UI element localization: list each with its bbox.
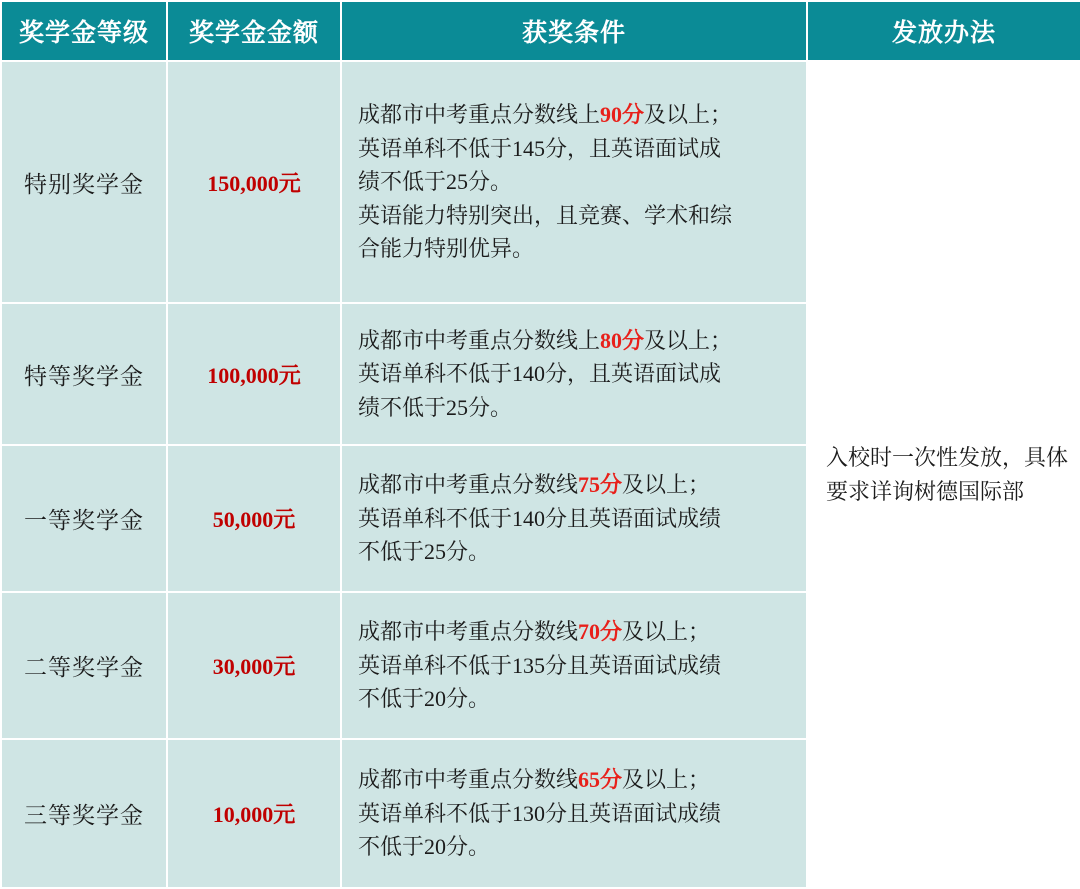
condition-line: 成都市中考重点分数线65分及以上； [358,767,711,793]
condition-line: 不低于25分。 [358,539,491,565]
cell-amount: 50,000元 [167,445,341,592]
condition-line: 英语单科不低于140分，且英语面试成 [358,361,722,387]
score-highlight: 70分 [578,619,623,645]
condition-line: 绩不低于25分。 [358,169,513,195]
condition-line: 绩不低于25分。 [358,394,513,420]
cell-level: 二等奖学金 [1,592,167,739]
cell-amount: 100,000元 [167,303,341,445]
table-row [1,61,1080,303]
cell-level: 三等奖学金 [1,739,167,888]
header-level: 奖学金等级 [1,1,167,61]
cell-condition [341,303,807,445]
header-amount: 奖学金金额 [167,1,341,61]
condition-line: 英语单科不低于140分且英语面试成绩 [358,505,722,531]
condition-line: 英语单科不低于145分，且英语面试成 [358,135,722,161]
cell-level: 特等奖学金 [1,303,167,445]
table-header [1,1,1080,61]
condition-line: 不低于20分。 [358,686,491,712]
score-highlight: 65分 [578,767,623,793]
cell-condition [341,445,807,592]
cell-condition [341,592,807,739]
cell-level: 一等奖学金 [1,445,167,592]
condition-line: 英语能力特别突出，且竞赛、学术和综 [358,202,733,228]
condition-line: 英语单科不低于130分且英语面试成绩 [358,800,722,826]
condition-line: 不低于20分。 [358,834,491,860]
cell-amount: 150,000元 [167,61,341,303]
cell-amount: 10,000元 [167,739,341,888]
condition-line: 英语单科不低于135分且英语面试成绩 [358,652,722,678]
cell-amount: 30,000元 [167,592,341,739]
header-row [1,1,1080,61]
score-highlight: 80分 [600,327,645,353]
cell-condition [341,61,807,303]
table-body [1,61,1080,888]
score-highlight: 75分 [578,472,623,498]
cell-method: 入校时一次性发放，具体要求详询树德国际部 [807,61,1080,888]
header-condition: 获奖条件 [341,1,807,61]
condition-line: 合能力特别优异。 [358,236,535,262]
header-method: 发放办法 [807,1,1080,61]
cell-level: 特别奖学金 [1,61,167,303]
condition-line: 成都市中考重点分数线上80分及以上； [358,327,733,353]
cell-condition [341,739,807,888]
condition-line: 成都市中考重点分数线70分及以上； [358,619,711,645]
score-highlight: 90分 [600,102,645,128]
condition-line: 成都市中考重点分数线上90分及以上； [358,102,733,128]
condition-line: 成都市中考重点分数线75分及以上； [358,472,711,498]
